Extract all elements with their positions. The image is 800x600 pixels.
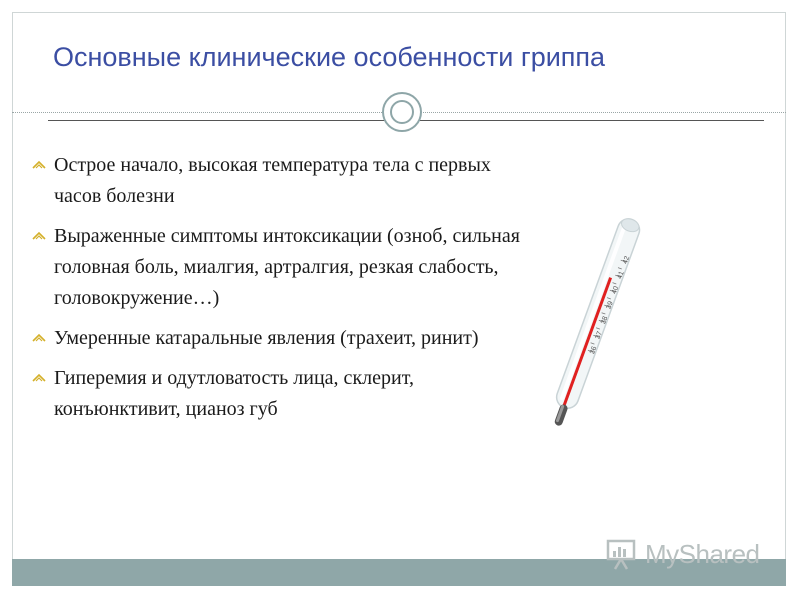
- list-item: [30, 323, 520, 354]
- bullet-text: Умеренные катаральные явления (трахеит, ринит): [54, 327, 479, 349]
- scale-label: 36: [589, 345, 599, 356]
- watermark-text: MyShared: [645, 538, 760, 569]
- bullet-list: [30, 150, 520, 434]
- scale-label: 37: [594, 330, 604, 341]
- presentation-board-icon: [605, 537, 639, 571]
- arrow-bullet-icon: [32, 331, 46, 343]
- thermometer-icon: [520, 205, 670, 440]
- list-item: [30, 221, 520, 314]
- arrow-bullet-icon: [32, 158, 46, 170]
- scale-label: 40: [610, 285, 621, 296]
- list-item: [30, 150, 520, 212]
- bullet-text: Выраженные симптомы интоксикации (озноб, сильная головная боль, миалгия, артралгия, резкая слабость, головокружение…): [54, 225, 520, 309]
- bullet-text: Гиперемия и одутловатость лица, склерит, конъюнктивит, цианоз губ: [54, 367, 414, 420]
- scale-label: 39: [605, 300, 615, 311]
- scale-label: 41: [616, 270, 626, 281]
- scale-label: 42: [621, 255, 632, 266]
- circle-ornament-icon: [382, 92, 422, 132]
- bullet-text: Острое начало, высокая температура тела с первых часов болезни: [54, 154, 491, 207]
- arrow-bullet-icon: [32, 229, 46, 241]
- slide-title: Основные клинические особенности гриппа: [53, 42, 606, 72]
- list-item: [30, 363, 520, 425]
- watermark: [605, 534, 775, 574]
- arrow-bullet-icon: [32, 371, 46, 383]
- scale-label: 38: [600, 315, 610, 326]
